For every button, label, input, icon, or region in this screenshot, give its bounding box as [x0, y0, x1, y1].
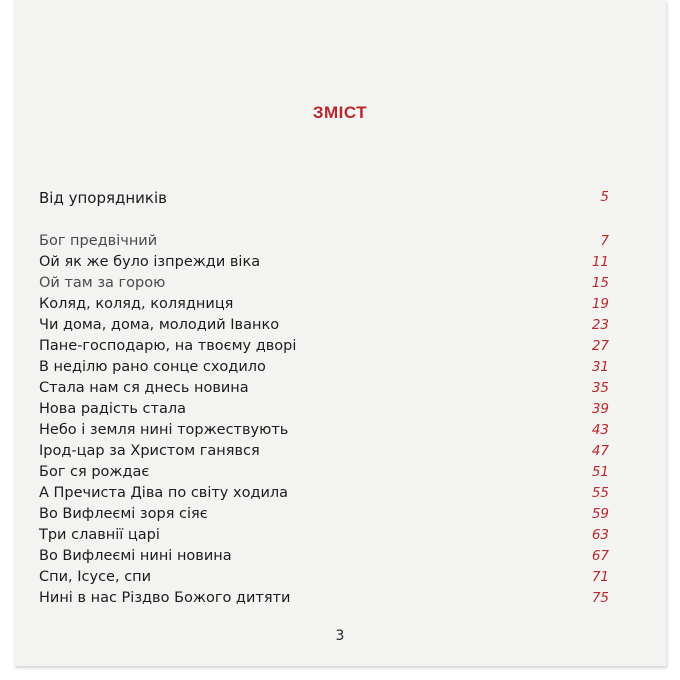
toc-entry-page: 27 — [591, 338, 609, 354]
toc-entry-title: Коляд, коляд, колядниця — [39, 296, 234, 312]
toc-entry-page: 23 — [591, 317, 609, 333]
toc-entry-page: 11 — [591, 254, 609, 270]
toc-entry-title: Спи, Ісусе, спи — [39, 569, 152, 585]
toc-entry-page: 63 — [591, 527, 609, 543]
toc-entry[interactable] — [39, 233, 609, 254]
toc-entry[interactable] — [39, 338, 609, 359]
page-number: 3 — [335, 628, 345, 644]
toc-entry-page: 67 — [591, 548, 609, 564]
toc-entry-page: 39 — [591, 401, 609, 417]
book-page — [14, 0, 666, 666]
toc-entry-page: 15 — [591, 275, 609, 291]
toc-entry-title: Ірод-цар за Христом ганявся — [39, 443, 260, 459]
toc-entry[interactable] — [39, 317, 609, 338]
toc-entry-title: Нова радість стала — [39, 401, 186, 417]
toc-entry-page: 43 — [591, 422, 609, 438]
page-title: ЗМІСТ — [312, 103, 368, 122]
toc-entry-title: Нині в нас Різдво Божого дитяти — [39, 590, 291, 606]
toc-entry-page: 35 — [591, 380, 609, 396]
toc-entry[interactable] — [39, 422, 609, 443]
toc-entry[interactable] — [39, 359, 609, 380]
toc-entry-title: Чи дома, дома, молодий Іванко — [39, 317, 280, 333]
toc-entry[interactable] — [39, 296, 609, 317]
toc-entry-title: Пане-господарю, на твоєму дворі — [39, 338, 297, 354]
toc-entry[interactable] — [39, 443, 609, 464]
toc-entry-title: Три славнії царі — [39, 527, 160, 543]
toc-entry-page: 55 — [591, 485, 609, 501]
toc-intro-entry[interactable] — [39, 189, 609, 210]
toc-entry-page: 5 — [600, 189, 609, 205]
toc-entry-title: Стала нам ся днесь новина — [39, 380, 249, 396]
toc-entry[interactable] — [39, 527, 609, 548]
toc-entry-page: 19 — [591, 296, 609, 312]
toc-entry-title: Від упорядників — [39, 189, 167, 207]
toc-entry-title: Ой там за горою — [39, 275, 166, 291]
toc-entry-title: Во Вифлеємі зоря сіяє — [39, 506, 208, 522]
toc-entry-title: Бог предвічний — [39, 233, 158, 249]
toc-entry-page: 7 — [600, 233, 609, 249]
toc-entry[interactable] — [39, 275, 609, 296]
toc-entry[interactable] — [39, 506, 609, 527]
toc-entry-title: А Пречиста Діва по світу ходила — [39, 485, 289, 501]
toc-entry[interactable] — [39, 464, 609, 485]
toc-entry[interactable] — [39, 590, 609, 611]
toc-entry-title: В неділю рано сонце сходило — [39, 359, 266, 375]
toc-entry[interactable] — [39, 569, 609, 590]
toc-entry[interactable] — [39, 401, 609, 422]
toc-entry-page: 31 — [591, 359, 609, 375]
toc-entry[interactable] — [39, 380, 609, 401]
toc-entry-title: Небо і земля нині торжествують — [39, 422, 289, 438]
toc-entry-page: 51 — [591, 464, 609, 480]
toc-entry-page: 59 — [591, 506, 609, 522]
toc-entry[interactable] — [39, 485, 609, 506]
toc-entry-title: Во Вифлеємі нині новина — [39, 548, 232, 564]
toc-entry-page: 47 — [591, 443, 609, 459]
toc-entry-title: Бог ся рождає — [39, 464, 150, 480]
toc-entry-page: 71 — [591, 569, 609, 585]
toc-entry[interactable] — [39, 254, 609, 275]
toc-entry-title: Ой як же було ізпрежди віка — [39, 254, 261, 270]
toc-entry-page: 75 — [591, 590, 609, 606]
toc-entry[interactable] — [39, 548, 609, 569]
